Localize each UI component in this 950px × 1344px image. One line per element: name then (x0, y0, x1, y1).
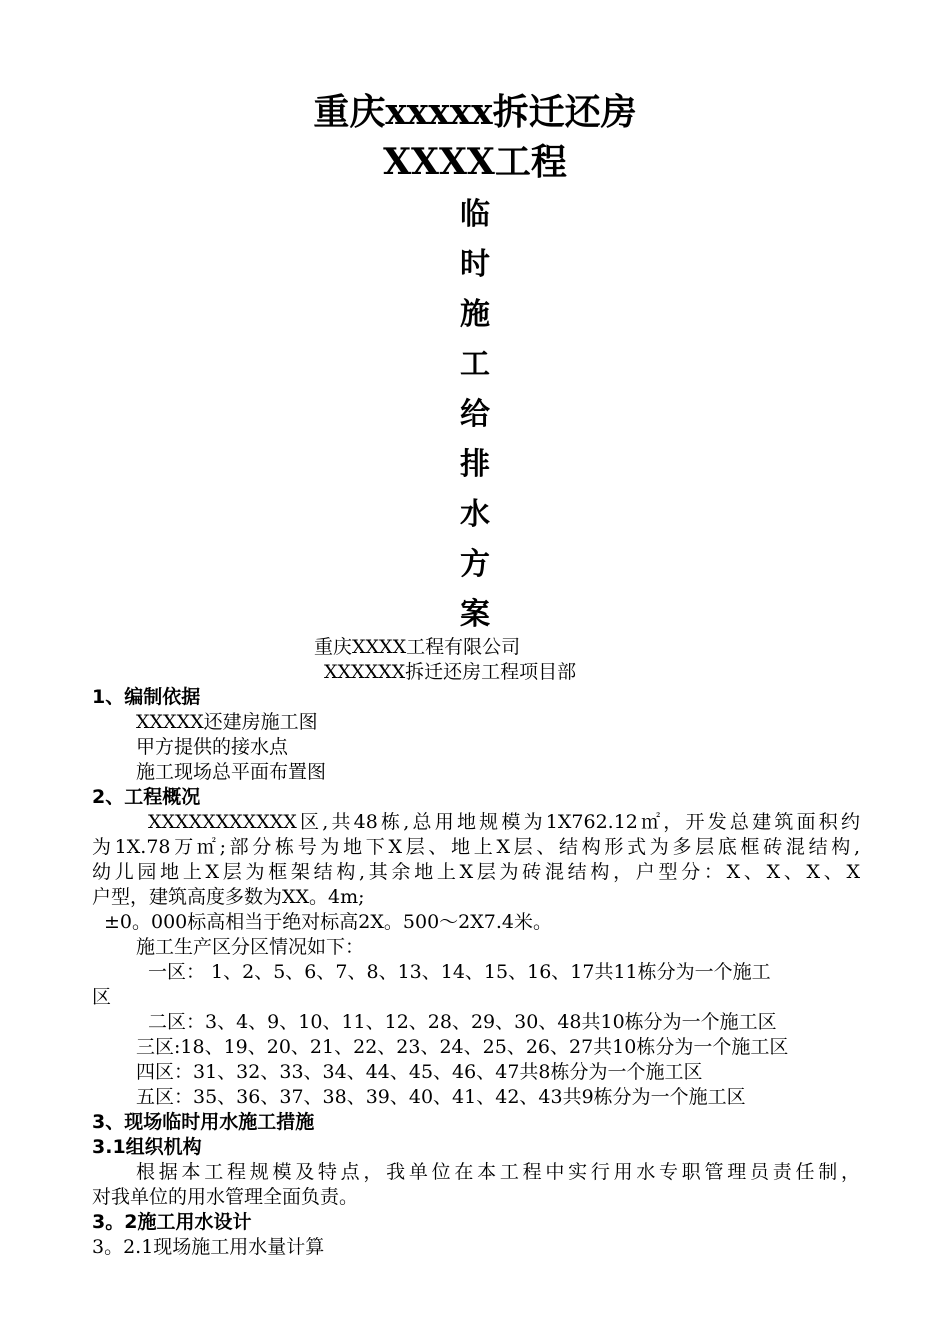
vertical-title-char: 工 (460, 347, 490, 382)
overview-paragraph-line: 幼儿园地上X层为框架结构,其余地上X层为砖混结构，户型分：X、X、X、X (92, 861, 860, 883)
zone-line: 二区：3、4、9、10、11、12、28、29、30、48共10栋分为一个施工区 (148, 1011, 777, 1033)
company-name: 重庆XXXX工程有限公司 (314, 636, 521, 658)
section-2-heading: 2、工程概况 (92, 786, 201, 808)
subsection-heading: 3。2施工用水设计 (92, 1211, 252, 1233)
basis-item: XXXXX还建房施工图 (136, 711, 318, 733)
overview-paragraph-line: ±0。000标高相当于绝对标高2X。500～2X7.4米。 (104, 911, 552, 933)
zone-line: 区 (92, 986, 112, 1008)
vertical-title-char: 临 (460, 197, 490, 232)
subsubsection-heading: 3。2.1现场施工用水量计算 (92, 1236, 325, 1258)
vertical-title-char: 案 (460, 597, 490, 632)
vertical-title-char: 施 (460, 297, 490, 332)
vertical-title-char: 水 (460, 497, 490, 532)
document-title-line1: 重庆xxxxx拆迁还房 (313, 91, 637, 133)
vertical-title (450, 190, 500, 640)
zone-line: 四区：31、32、33、34、44、45、46、47共8栋分为一个施工区 (136, 1061, 703, 1083)
vertical-title-char: 方 (460, 547, 490, 582)
vertical-title-char: 时 (460, 247, 490, 282)
basis-item: 施工现场总平面布置图 (136, 761, 327, 783)
basis-item: 甲方提供的接水点 (136, 736, 289, 758)
overview-paragraph-line: XXXXXXXXXXX区,共48栋,总用地规模为1X762.12㎡，开发总建筑面积约 (148, 811, 860, 833)
zones-intro: 施工生产区分区情况如下： (136, 936, 365, 958)
subsection-heading: 3.1组织机构 (92, 1136, 202, 1158)
document-title-line2: XXXX工程 (383, 141, 567, 183)
vertical-title-char: 给 (460, 397, 490, 432)
zone-line: 一区： 1、2、5、6、7、8、13、14、15、16、17共11栋分为一个施工 (148, 961, 771, 983)
section-3-heading: 3、现场临时用水施工措施 (92, 1111, 315, 1133)
vertical-title-char: 排 (460, 447, 490, 482)
overview-paragraph-line: 户型，建筑高度多数为XX。4m; (92, 886, 365, 908)
section-1-heading: 1、编制依据 (92, 686, 201, 708)
zone-line: 五区：35、36、37、38、39、40、41、42、43共9栋分为一个施工区 (136, 1086, 746, 1108)
overview-paragraph-line: 为1X.78万㎡;部分栋号为地下X层、地上X层、结构形式为多层底框砖混结构, (92, 836, 860, 858)
organization-paragraph-line: 对我单位的用水管理全面负责。 (92, 1186, 359, 1208)
zone-line: 三区:18、19、20、21、22、23、24、25、26、27共10栋分为一个施工区 (136, 1036, 789, 1058)
organization-paragraph-line: 根据本工程规模及特点，我单位在本工程中实行用水专职管理员责任制， (136, 1161, 860, 1183)
project-department: XXXXXX拆迁还房工程项目部 (324, 661, 577, 683)
